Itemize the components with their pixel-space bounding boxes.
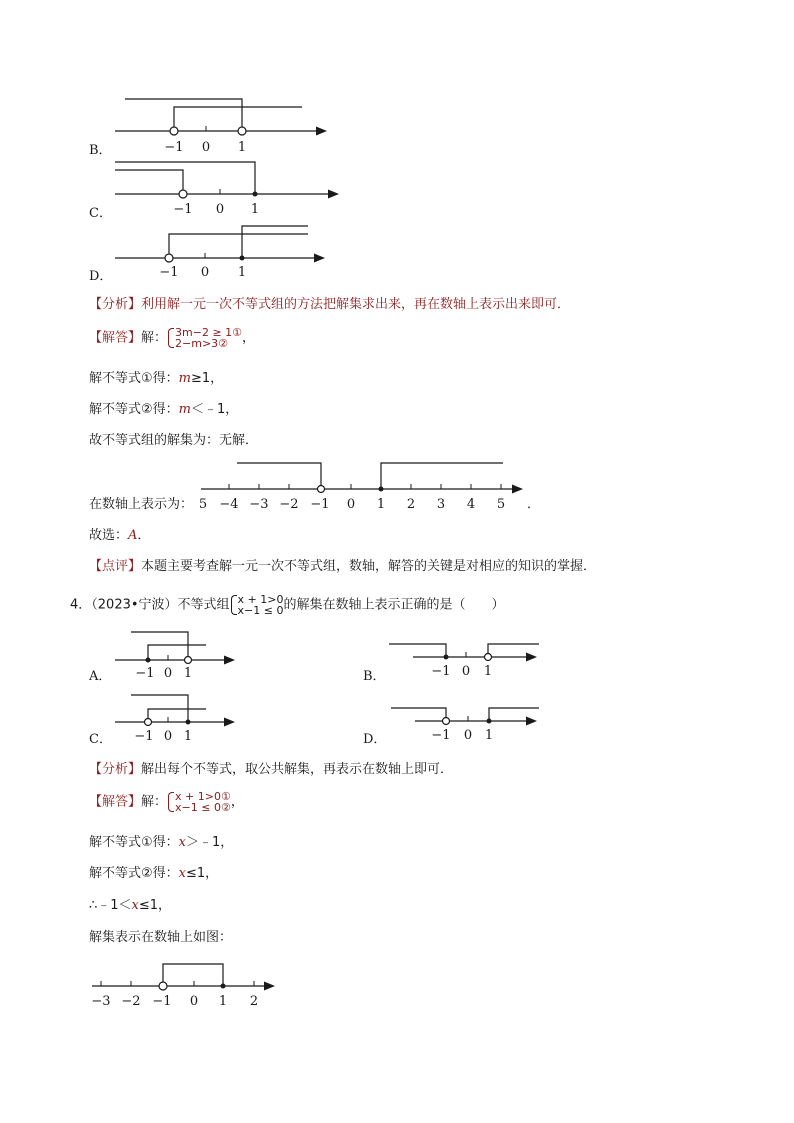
answer-prefix: 解： [141,330,168,346]
tick-label: −1 [431,728,451,743]
solution-step-1: 解不等式①得：m≥1， [89,371,224,386]
tick-label: −2 [121,994,141,1009]
axis-intro: 解集表示在数轴上如图： [89,930,233,945]
analysis-tag: 【分析】 [89,762,142,777]
tick-label: −3 [91,994,111,1009]
tick-label: 2 [249,994,259,1009]
tick-label: 1 [237,140,247,155]
tick-label: 1 [250,202,260,217]
analysis-text: 利用解一元一次不等式组的方法把解集求出来，再在数轴上表示出来即可． [141,297,571,312]
answer-heading: 【解答】解： 3m−2 ≥ 1① 2−m>3② ， [89,326,256,350]
tick-label: −2 [279,497,299,512]
option-label: A． [89,669,112,684]
tick-label: 0 [461,664,471,679]
tick-label: 1 [484,728,494,743]
axis-prefix: 在数轴上表示为： [89,497,194,512]
choice-line: 故选：A． [89,528,151,543]
tick-label: 1 [183,666,193,681]
inequality-system: x + 1>0 x−1 ≤ 0 [230,594,284,616]
tick-label: −1 [152,994,172,1009]
inequality-system: x + 1>0① x−1 ≤ 0② [167,791,231,813]
answer-tag: 【解答】 [89,794,142,810]
question-text: 的解集在数轴上表示正确的是（ ） [283,597,505,613]
answer-tag: 【解答】 [89,330,142,346]
option-label: D． [363,732,387,747]
tick-label: 0 [189,994,199,1009]
tick-label: 0 [201,140,211,155]
tick-label: 0 [200,265,210,280]
tick-label: 5 [496,497,506,512]
choice-answer: A [128,528,138,543]
tick-label: 0 [215,202,225,217]
tick-label: 0 [163,729,173,744]
option-label: B． [363,669,386,684]
tick-label: 0 [163,666,173,681]
tick-label: 0 [463,728,473,743]
option-label: C． [89,732,112,747]
tick-label: 5 [198,497,208,512]
tick-label: 1 [376,497,386,512]
question-number: 4． [70,597,92,613]
tick-label: 1 [237,265,247,280]
analysis-tag: 【分析】 [89,297,142,312]
tick-label: −1 [135,666,155,681]
solution-step-1: 解不等式①得：x＞﹣1， [89,835,234,850]
tick-label: −1 [173,202,193,217]
tick-label: 1 [483,664,493,679]
analysis-text: 解出每个不等式，取公共解集，再表示在数轴上即可． [141,762,454,777]
tick-label: −3 [249,497,269,512]
option-label: B． [89,143,112,158]
comment-tag: 【点评】 [89,559,142,574]
tick-label: 1 [218,994,228,1009]
option-label: C． [89,206,112,221]
answer-prefix: 解： [141,794,168,810]
solution-step-2: 解不等式②得：x≤1， [89,866,219,881]
tick-label: −1 [164,140,184,155]
tick-label: −1 [431,664,451,679]
solution-step-2: 解不等式②得：m＜﹣1， [89,402,239,417]
answer-heading: 【解答】解： x + 1>0① x−1 ≤ 0② ， [89,790,244,814]
tick-label: −1 [134,729,154,744]
option-label: D． [89,269,113,284]
question-source: （2023•宁波）不等式组 [91,597,230,613]
comment-text: 本题主要考查解一元一次不等式组，数轴，解答的关键是对相应的知识的掌握． [141,559,597,574]
inequality-system: 3m−2 ≥ 1① 2−m>3② [167,327,242,349]
tick-label: −1 [310,497,330,512]
tick-label: 0 [346,497,356,512]
tick-label: 4 [466,497,476,512]
tick-label: 3 [436,497,446,512]
tick-label: 1 [183,729,193,744]
tick-label: 2 [406,497,416,512]
solution-result: ∴﹣1＜x≤1， [89,898,172,913]
tick-label: −4 [219,497,239,512]
axis-suffix: ． [527,497,541,512]
tick-label: −1 [159,265,179,280]
solution-conclusion: 故不等式组的解集为：无解． [89,433,259,448]
